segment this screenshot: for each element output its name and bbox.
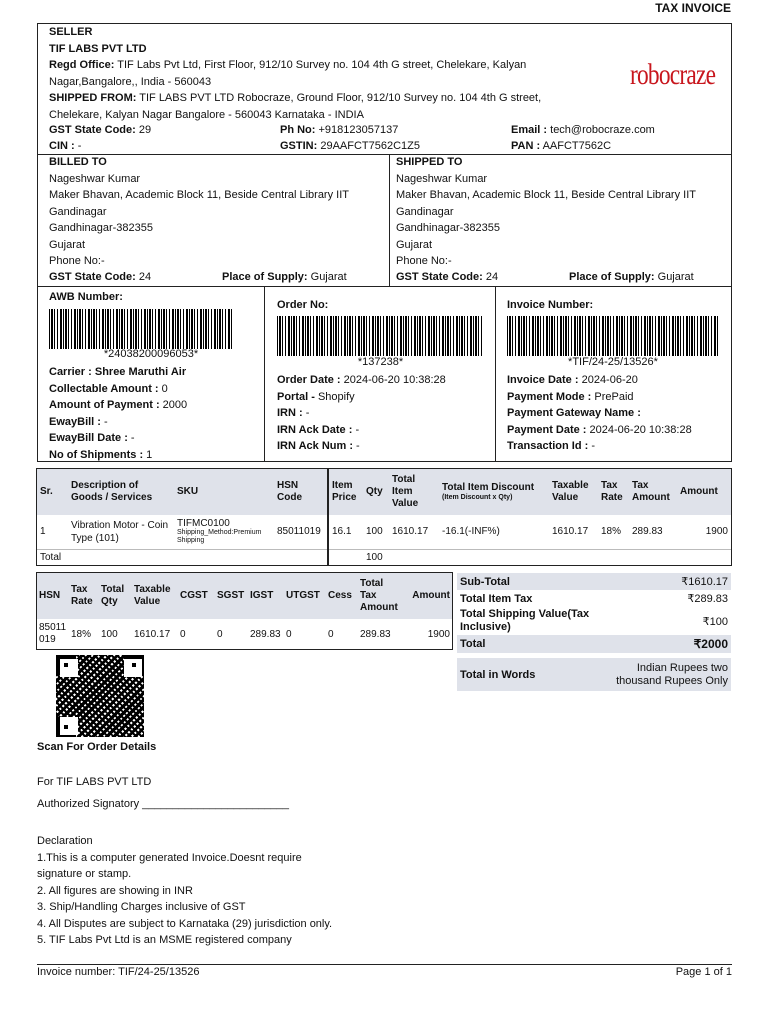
col-tax-amount: Tax Amount [629,469,677,515]
payment-mode-label: Payment Mode : [507,390,592,403]
irn-ack-date-value: - [352,423,360,436]
col-amount: Amount [677,469,731,515]
footer-invoice-number: Invoice number: TIF/24-25/13526 [37,966,200,978]
ewaybill-date-label: EwayBill Date : [49,432,128,444]
billed-gst-label: GST State Code: [49,271,136,283]
declaration-line: 3. Ship/Handling Charges inclusive of GST [37,901,246,913]
declaration-section [37,833,332,949]
billed-address-line: Gandinagar [49,205,107,218]
seller-heading: SELLER [49,26,93,38]
collectable-label: Collectable Amount : [49,382,159,395]
collectable-value: 0 [158,382,168,395]
col-price: Item Price [328,469,363,515]
subtotal-label: Sub-Total [460,575,510,588]
carrier-line: Carrier : Shree Maruthi Air [49,366,187,378]
col-hsn: HSN Code [274,469,328,515]
tax-table-box [36,572,453,650]
pan-value: AAFCT7562C [540,140,612,152]
shipped-gst-value: 24 [482,271,499,283]
invoice-date-value: 2024-06-20 [578,374,638,386]
amount-payment-label: Amount of Payment : [49,399,160,411]
words-value: Indian Rupees two thousand Rupees Only [616,661,728,687]
order-barcode-text: *137238* [357,356,404,368]
shipped-phone: Phone No:- [396,255,452,267]
billed-to-heading: BILLED TO [49,156,107,168]
phone-label: Ph No: [280,124,316,136]
shipped-from-label: SHIPPED FROM: [49,92,137,104]
regd-office-label: Regd Office: [49,59,115,71]
billed-address-line: Gandhinagar-382355 [49,222,153,234]
shipping-label: Total Shipping Value(Tax Inclusive) [460,608,590,633]
seller-name: TIF LABS PVT LTD [49,42,147,55]
gateway-label: Payment Gateway Name : [507,407,641,419]
order-barcode [277,316,484,356]
payment-date-label: Payment Date : [507,423,587,436]
declaration-line: 2. All figures are showing in INR [37,884,193,897]
total-value: ₹2000 [693,637,728,651]
portal-label: Portal - [277,390,315,403]
table-row: 1 Vibration Motor - Coin Type (101) TIFMC0100 Shipping_Method:Premium Shipping 85011019 16.1 100 1610.17 -16.1(-INF%) 1610.17 18% 289.83 1900 [37,515,731,549]
shipped-name: Nageshwar Kumar [396,172,488,185]
billed-to-section [49,154,349,270]
seller-section [49,24,541,123]
gstin-label: GSTIN: [280,140,318,152]
summary-panel [457,573,731,691]
billed-gst-value: 24 [135,271,152,283]
page-number: Page 1 of 1 [675,966,732,978]
shipments-label: No of Shipments : [49,448,144,461]
seller-gst-label: GST State Code: [49,124,136,136]
declaration-line: 4. All Disputes are subject to Karnataka (29) jurisdiction only. [37,917,333,930]
irn-ack-num-value: - [353,440,360,452]
irn-value: - [302,407,310,419]
item-tax-value: ₹289.83 [687,593,728,605]
billed-address-line: Gujarat [49,238,86,251]
for-company: For TIF LABS PVT LTD [37,776,152,788]
billed-address-line: Maker Bhavan, Academic Block 11, Beside Central Library IIT [49,189,349,201]
billed-phone: Phone No:- [49,255,105,267]
col-sku: SKU [174,469,274,515]
shipped-from-line1: TIF LABS PVT LTD Robocraze, Ground Floor, 912/10 Survey no. 104 4th G street, [136,92,542,104]
irn-ack-date-label: IRN Ack Date : [277,423,353,436]
ewaybill-label: EwayBill : [49,415,101,428]
declaration-line: signature or stamp. [37,868,132,880]
table-row: 85011019 18% 100 1610.17 0 0 289.83 0 0 289.83 1900 [39,622,450,645]
declaration-heading: Declaration [37,835,93,847]
amount-payment-value: 2000 [159,399,188,411]
shipped-address-line: Gujarat [396,238,433,251]
payment-mode-value: PrePaid [591,390,634,403]
seller-gst-value: 29 [135,124,152,136]
shipments-value: 1 [143,448,153,461]
qr-code[interactable] [56,655,144,737]
shipped-from-line2: Chelekare, Kalyan Nagar Bangalore - 560043 Karnataka - INDIA [49,108,364,121]
shipped-gst-label: GST State Code: [396,271,483,283]
invoice-date-label: Invoice Date : [507,374,579,386]
ewaybill-value: - [100,415,108,428]
declaration-line: 5. TIF Labs Pvt Ltd is an MSME registered company [37,934,292,946]
order-date-value: 2024-06-20 10:38:28 [340,374,446,386]
billed-name: Nageshwar Kumar [49,172,141,185]
email-value: tech@robocraze.com [547,124,655,136]
declaration-line: 1.This is a computer generated Invoice.Doesnt require [37,851,302,864]
shipped-to-heading: SHIPPED TO [396,156,463,168]
items-table-box [36,468,732,566]
document-title: TAX INVOICE [655,1,731,15]
tax-table: HSN Tax Rate Total Qty Taxable Value CGST SGST IGST UTGST Cess Total Tax Amount Amount 85011019 18% 100 1610.17 0 0 289.83 0 0 289.83 1900 [37,573,452,649]
gstin-value: 29AAFCT7562C1Z5 [317,140,420,152]
transaction-value: - [588,440,596,452]
authorized-signatory: Authorized Signatory ________________________ [37,798,289,810]
awb-barcode [49,309,233,349]
awb-heading: AWB Number: [49,291,123,303]
col-qty: Qty [363,469,389,515]
portal-value: Shopify [314,390,355,403]
billed-pos-label: Place of Supply: [222,271,308,283]
invoice-heading: Invoice Number: [507,299,594,311]
total-row: Total 100 [37,549,731,565]
invoice-barcode [507,316,719,356]
order-date-label: Order Date : [277,374,341,386]
regd-office-line2: Nagar,Bangalore,, India - 560043 [49,75,212,88]
shipped-pos-label: Place of Supply: [569,271,655,283]
billed-pos-value: Gujarat [307,271,347,283]
subtotal-value: ₹1610.17 [681,576,728,588]
irn-ack-num-label: IRN Ack Num : [277,440,353,452]
ewaybill-date-value: - [127,432,135,444]
email-label: Email : [511,124,548,136]
col-sr: Sr. [37,469,68,515]
phone-value: +918123057137 [315,124,399,136]
cin-label: CIN : [49,140,75,152]
payment-date-value: 2024-06-20 10:38:28 [586,423,692,436]
col-total-value: Total Item Value [389,469,439,515]
pan-label: PAN : [511,140,541,152]
total-label: Total [460,638,486,650]
col-taxable: Taxable Value [549,469,598,515]
col-description: Description of Goods / Services [68,469,174,515]
invoice-barcode-text: *TIF/24-25/13526* [568,356,658,368]
order-heading: Order No: [277,299,329,311]
regd-office-line1: TIF Labs Pvt Ltd, First Floor, 912/10 Survey no. 104 4th G street, Chelekare, Kalyan [114,59,527,71]
shipped-address-line: Maker Bhavan, Academic Block 11, Beside Central Library IIT [396,189,696,201]
shipping-value: ₹100 [702,615,728,628]
shipped-to-section [396,154,696,270]
shipped-pos-value: Gujarat [654,271,694,283]
shipped-address-line: Gandhinagar-382355 [396,222,500,234]
words-label: Total in Words [460,668,536,681]
scan-label: Scan For Order Details [37,741,157,753]
robocraze-logo: robocraze [630,58,716,91]
transaction-label: Transaction Id : [507,440,589,452]
shipped-address-line: Gandinagar [396,205,454,218]
col-tax-rate: Tax Rate [598,469,629,515]
item-tax-label: Total Item Tax [460,592,533,605]
irn-label: IRN : [277,407,303,419]
cin-value: - [74,140,82,152]
items-table [37,469,731,565]
col-discount: Total Item Discount (Item Discount x Qty) [439,469,549,515]
awb-barcode-text: *24038200096053* [103,348,199,360]
